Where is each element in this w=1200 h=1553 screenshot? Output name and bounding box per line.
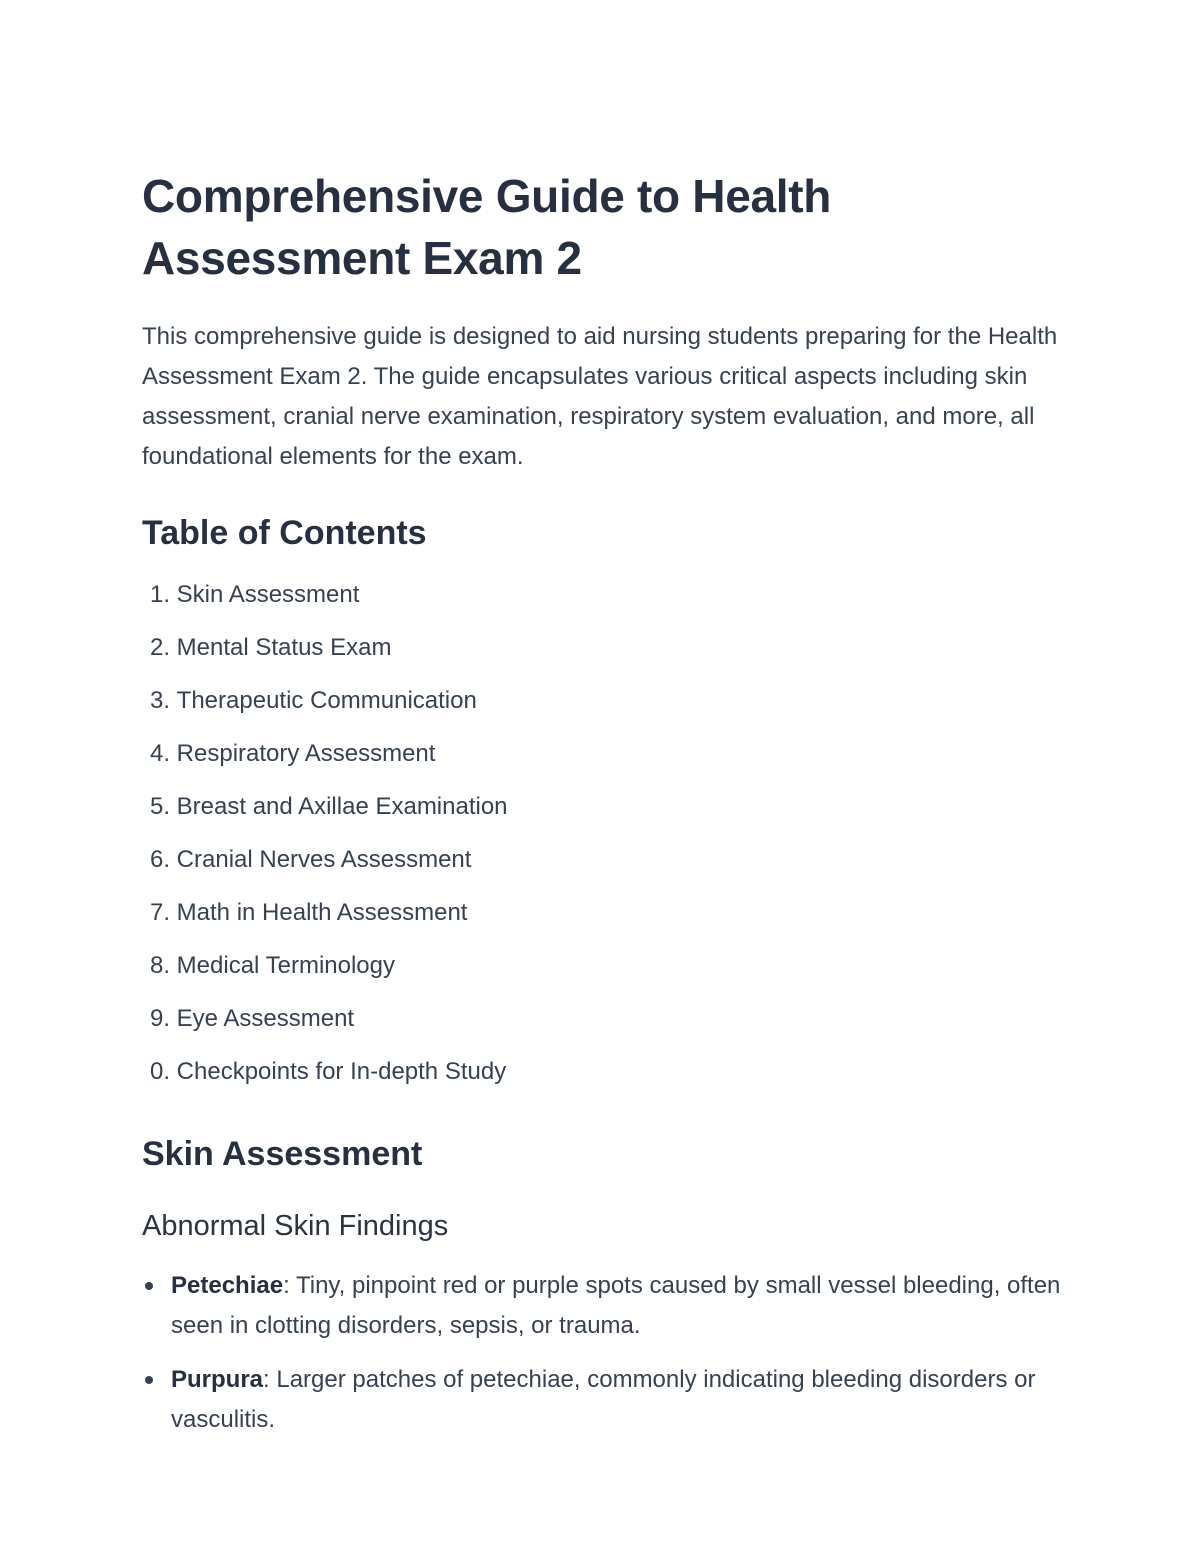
toc-item-number: 7.	[149, 899, 170, 926]
finding-description: : Larger patches of petechiae, commonly indicating bleeding disorders or vasculitis.	[171, 1366, 1036, 1433]
toc-heading: Table of Contents	[142, 514, 427, 552]
toc-item-breast-axillae	[142, 791, 1062, 844]
toc-item-number: 5.	[149, 793, 170, 820]
toc-item-number: 6.	[149, 846, 170, 873]
toc-item-checkpoints	[142, 1056, 1062, 1109]
toc-item-label: Eye Assessment	[176, 1005, 355, 1032]
toc-item-number: 0.	[149, 1058, 170, 1085]
toc-item-label: Math in Health Assessment	[176, 899, 468, 926]
toc-item-label: Breast and Axillae Examination	[176, 793, 508, 820]
document-title-line-2: Assessment Exam 2	[142, 232, 582, 284]
finding-description: : Tiny, pinpoint red or purple spots caused by small vessel bleeding, often seen in clotting disorders, sepsis, or trauma.	[171, 1272, 1061, 1339]
finding-term: Petechiae	[171, 1272, 284, 1299]
toc-item-label: Therapeutic Communication	[176, 687, 477, 714]
document-title-line-1: Comprehensive Guide to Health	[142, 170, 832, 222]
intro-paragraph: This comprehensive guide is designed to aid nursing students preparing for the Health Assessment Exam 2. The guide encapsulates various critical aspects including skin assessment, cranial nerve examination, respiratory system evaluation, and more, all foundational elements for the exam.	[142, 323, 1058, 470]
toc-item-label: Checkpoints for In-depth Study	[176, 1058, 507, 1085]
skin-findings-list	[142, 1266, 1062, 1440]
toc-item-number: 3.	[149, 687, 170, 714]
toc-item-number: 1.	[149, 581, 170, 608]
finding-term: Purpura	[171, 1366, 264, 1393]
bullet-icon	[145, 1282, 153, 1290]
toc-item-eye-assessment	[142, 1003, 1062, 1056]
toc-item-medical-terminology	[142, 950, 1062, 1003]
toc-item-number: 8.	[149, 952, 170, 979]
toc-item-cranial-nerves	[142, 844, 1062, 897]
list-item	[142, 1266, 1062, 1346]
toc-item-number: 2.	[149, 634, 170, 661]
document-title	[142, 165, 1062, 289]
toc-item-label: Medical Terminology	[176, 952, 395, 979]
toc-item-skin-assessment	[142, 579, 1062, 632]
subsection-heading-abnormal-skin-findings: Abnormal Skin Findings	[142, 1210, 449, 1242]
toc-item-label: Skin Assessment	[176, 581, 360, 608]
toc-item-number: 4.	[149, 740, 170, 767]
toc-item-respiratory-assessment	[142, 738, 1062, 791]
toc-item-therapeutic-communication	[142, 685, 1062, 738]
bullet-icon	[145, 1376, 153, 1384]
section-heading-skin-assessment: Skin Assessment	[142, 1135, 423, 1173]
toc-item-label: Respiratory Assessment	[176, 740, 436, 767]
document-page	[142, 165, 1062, 1454]
toc-item-math	[142, 897, 1062, 950]
toc-item-label: Cranial Nerves Assessment	[176, 846, 472, 873]
toc-item-mental-status-exam	[142, 632, 1062, 685]
table-of-contents	[142, 579, 1062, 1109]
list-item	[142, 1360, 1062, 1440]
toc-item-number: 9.	[149, 1005, 170, 1032]
toc-item-label: Mental Status Exam	[176, 634, 392, 661]
